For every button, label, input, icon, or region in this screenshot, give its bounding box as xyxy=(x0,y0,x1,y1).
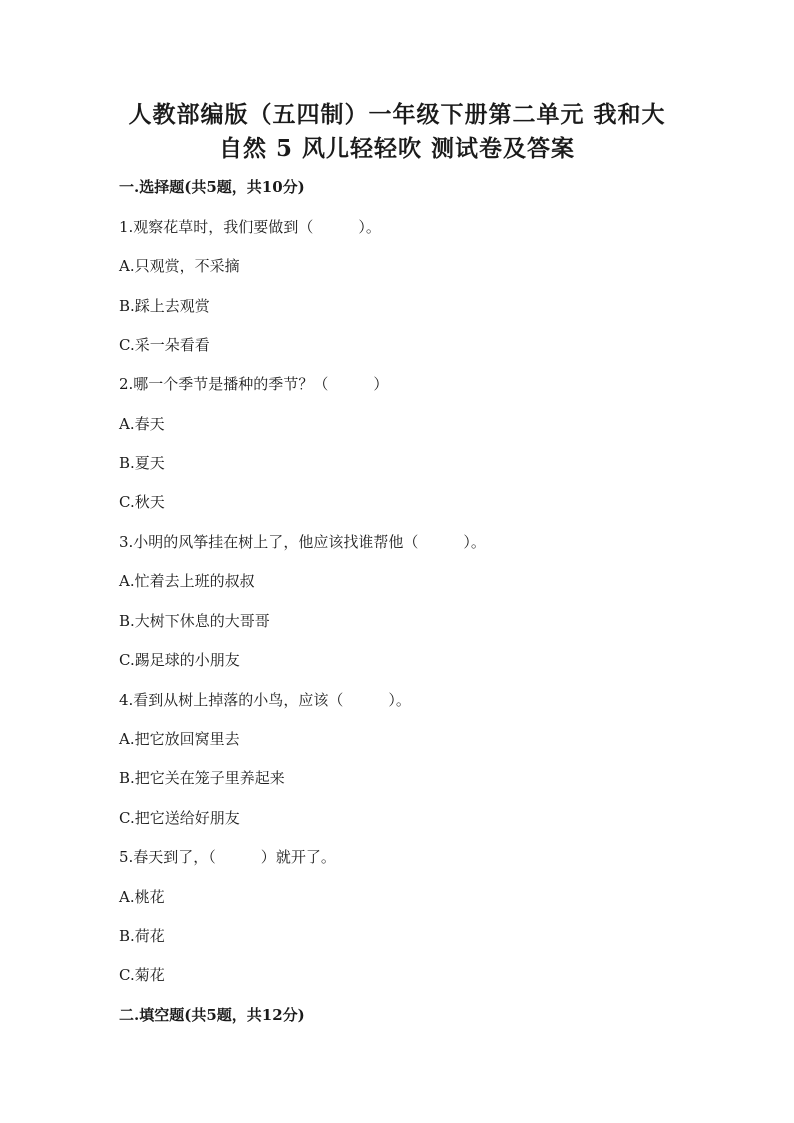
question-1-option-c: C.采一朵看看 xyxy=(119,336,210,354)
question-4-option-a: A.把它放回窝里去 xyxy=(119,730,240,748)
question-4-option-c: C.把它送给好朋友 xyxy=(119,809,240,827)
question-1-stem: 1.观察花草时，我们要做到（ ）。 xyxy=(119,218,381,236)
section-heading-choice: 一.选择题(共5题，共10分) xyxy=(119,178,305,196)
question-2-option-a: A.春天 xyxy=(119,415,165,433)
document-title-line-2: 自然 5 风儿轻轻吹 测试卷及答案 xyxy=(218,135,576,162)
question-4-stem: 4.看到从树上掉落的小鸟，应该（ ）。 xyxy=(119,691,411,709)
question-5-stem: 5.春天到了，（ ）就开了。 xyxy=(119,848,336,866)
section-heading-fill-in: 二.填空题(共5题，共12分) xyxy=(119,1006,305,1024)
question-2-option-b: B.夏天 xyxy=(119,454,165,472)
question-5-option-c: C.菊花 xyxy=(119,966,165,984)
document-title-line-1: 人教部编版（五四制）一年级下册第二单元 我和大 xyxy=(128,101,666,128)
question-2-option-c: C.秋天 xyxy=(119,493,165,511)
question-3-stem: 3.小明的风筝挂在树上了，他应该找谁帮他（ ）。 xyxy=(119,533,486,551)
question-2-stem: 2.哪一个季节是播种的季节？（ ） xyxy=(119,375,389,393)
question-1-option-b: B.踩上去观赏 xyxy=(119,297,210,315)
question-3-option-b: B.大树下休息的大哥哥 xyxy=(119,612,270,630)
question-4-option-b: B.把它关在笼子里养起来 xyxy=(119,769,285,787)
question-5-option-a: A.桃花 xyxy=(119,888,165,906)
question-5-option-b: B.荷花 xyxy=(119,927,165,945)
question-3-option-a: A.忙着去上班的叔叔 xyxy=(119,572,255,590)
question-3-option-c: C.踢足球的小朋友 xyxy=(119,651,240,669)
question-1-option-a: A.只观赏，不采摘 xyxy=(119,257,240,275)
